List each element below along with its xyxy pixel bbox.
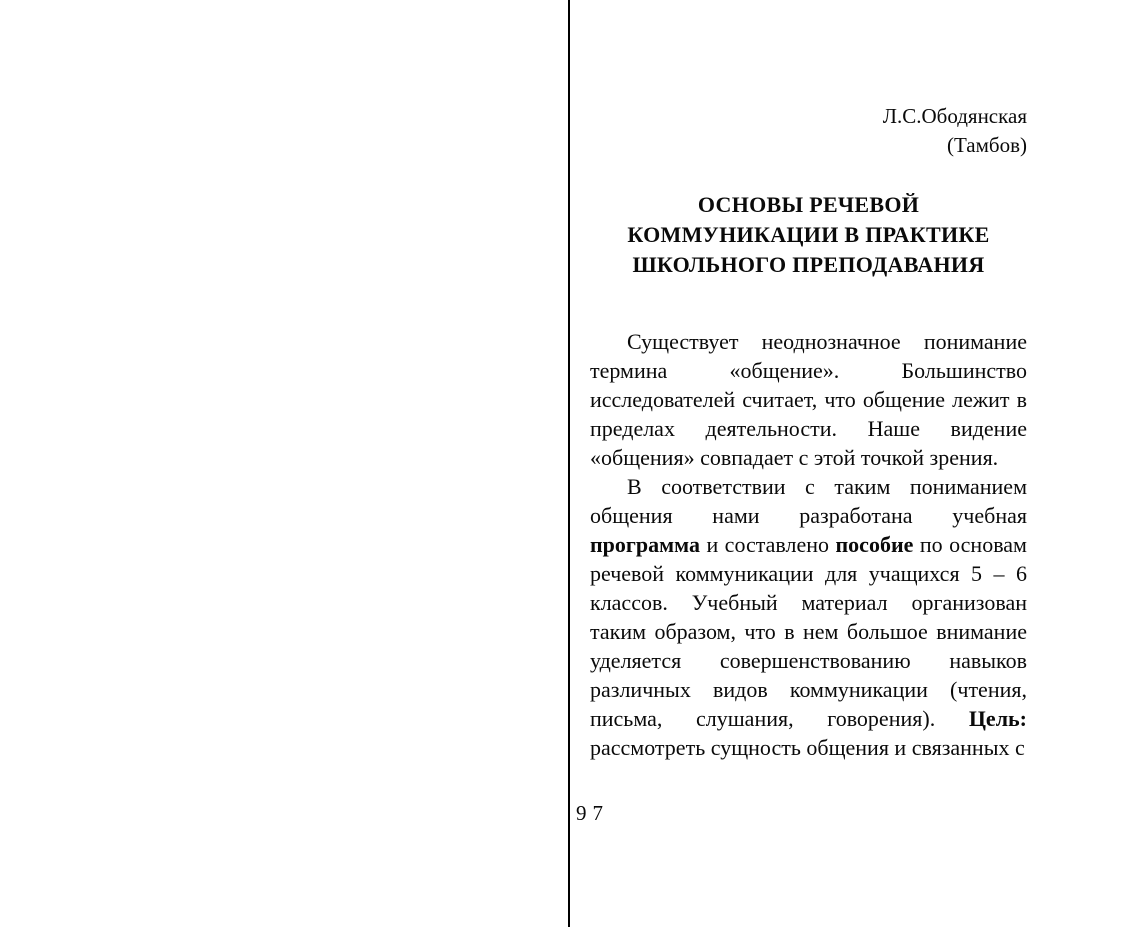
article-body: [590, 327, 1027, 762]
article-title: [590, 190, 1027, 280]
paragraph-2-segment-bold: пособие: [835, 532, 914, 557]
page-number: 97: [576, 801, 609, 825]
paragraph-2-segment: В соответствии с таким пониманием общения нами разработана учебная: [590, 474, 1027, 528]
paragraph-2-segment-bold: программа: [590, 532, 700, 557]
article-title-line: КОММУНИКАЦИИ В ПРАКТИКЕ: [627, 222, 990, 247]
author-block: [590, 102, 1027, 160]
paragraph-2: [590, 472, 1027, 762]
paragraph-1: Существует неоднозначное понимание термина «общение». Большинство исследователей считает, что общение лежит в пределах деятельности. Наше видение «общения» совпадает с этой точкой зрения.: [590, 329, 1027, 470]
paragraph-2-segment: по основам речевой коммуникации для учащихся 5 – 6 классов. Учебный материал организован таким образом, что в нем большое внимание уделяется совершенствованию навыков различных видов коммуникации (чтения, письма, слушания, говорения).: [590, 532, 1027, 731]
paragraph-2-segment: и составлено: [699, 532, 836, 557]
page-divider-line: [568, 0, 570, 927]
article-title-line: ОСНОВЫ РЕЧЕВОЙ: [697, 192, 920, 217]
article-title-line: ШКОЛЬНОГО ПРЕПОДАВАНИЯ: [632, 252, 985, 277]
author-name: Л.С.Ободянская: [882, 104, 1027, 128]
author-location: (Тамбов): [946, 133, 1027, 157]
page-content: [590, 102, 1027, 762]
paragraph-2-segment: рассмотреть сущность общения и связанных с: [590, 735, 1025, 760]
paragraph-2-segment-bold: Цель:: [968, 706, 1027, 731]
